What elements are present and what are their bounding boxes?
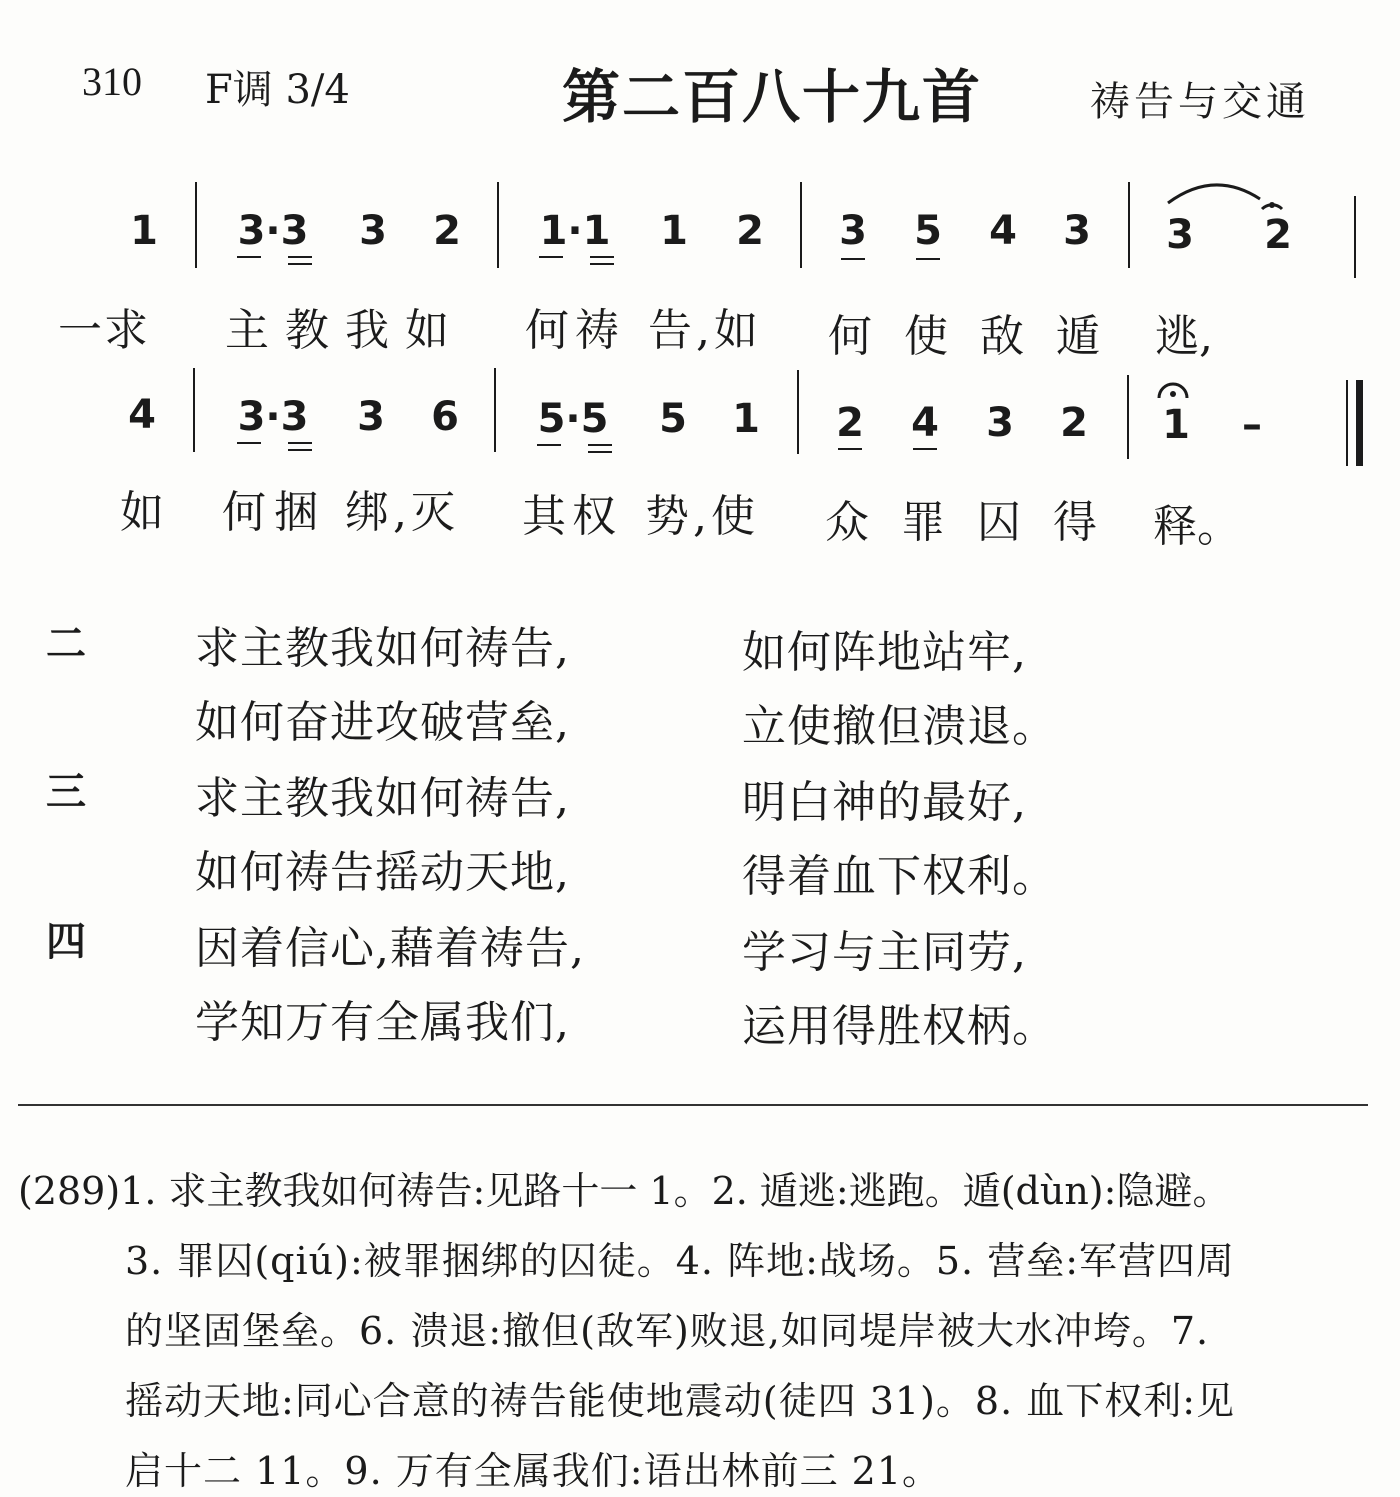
lyric: 逃, [1155,311,1213,362]
page-title: 第二百八十九首 [562,63,983,131]
note: 4 [128,392,156,438]
barline [494,368,496,452]
verse-line: 得着血下权利。 [742,851,1057,902]
barline [797,370,799,454]
footnote-line: (289)1. 求主教我如何祷告:见路十一 1。2. 遁逃:逃跑。遁(dùn):隐避。 [18,1169,1231,1213]
hymn-number: 310 [82,59,142,104]
note: 2 [433,208,461,254]
lyric: 何祷 [525,305,625,356]
verse-line: 学习与主同劳, [742,927,1027,978]
lyric: 释。 [1153,501,1241,552]
key-signature: F调 3/4 [205,67,350,113]
lyric: 如 [120,487,164,538]
verse-line: 求主教我如何祷告, [195,623,570,674]
category-label: 祷告与交通 [1090,79,1310,125]
note: 4 [911,400,939,446]
note: 3 [357,394,385,440]
footnote-line: 启十二 11。9. 万有全属我们:语出林前三 21。 [125,1449,942,1493]
barline [193,368,195,452]
verse-number: 二 [46,621,86,667]
note: 2 [736,208,764,254]
lyric: 绑,灭 [345,487,459,538]
verse-line: 如何祷告摇动天地, [195,847,570,898]
note: 3 [1166,212,1194,258]
lyric: 众罪囚得 [825,497,1129,548]
lyric: 一求 [58,305,150,356]
footnote-line: 3. 罪囚(qiú):被罪捆绑的囚徒。4. 阵地:战场。5. 营垒:军营四周 [125,1239,1236,1283]
verse-line: 如何阵地站牢, [742,627,1027,678]
note: 3 [839,208,867,254]
verse-number: 三 [46,769,86,815]
note: 3·3 [237,208,309,254]
lyric: 主教我如 [225,305,465,356]
note: 5·5 [537,396,609,442]
final-barline [1346,380,1348,466]
note: 3 [359,208,387,254]
note: 4 [989,208,1017,254]
note: 3 [1063,208,1091,254]
verse-line: 明白神的最好, [742,777,1027,828]
barline [1128,182,1130,268]
note: 5 [914,208,942,254]
note: 3·3 [237,394,309,440]
verse-line: 如何奋进攻破营垒, [195,697,570,748]
verse-line: 因着信心,藉着祷告, [195,923,585,974]
footnote-line: 摇动天地:同心合意的祷告能使地震动(徒四 31)。8. 血下权利:见 [125,1379,1236,1423]
note: – [1242,402,1262,448]
final-barline [1356,380,1363,466]
lyric: 何使敌遁 [828,311,1132,362]
verse-line: 求主教我如何祷告, [195,773,570,824]
lyric: 何捆 [222,487,326,538]
note: 6 [431,394,459,440]
footnote-line: 的坚固堡垒。6. 溃退:撤但(敌军)败退,如同堤岸被大水冲垮。7. [125,1309,1210,1353]
note: 2 [1264,212,1292,258]
lyric: 其权 [522,491,622,542]
lyric: 告,如 [648,305,762,356]
divider [18,1104,1368,1106]
note: 3 [986,400,1014,446]
note: 1 [130,208,158,254]
note: 1 [732,396,760,442]
note: 2 [1060,400,1088,446]
note: 5 [659,396,687,442]
note: 1 [1162,402,1190,448]
barline [497,182,499,268]
barline [195,182,197,268]
verse-line: 运用得胜权柄。 [742,1001,1057,1052]
slur-fermata-icon [1164,175,1284,215]
note: 1·1 [539,208,611,254]
verse-line: 立使撤但溃退。 [742,701,1057,752]
fermata-icon [1153,378,1193,402]
verse-line: 学知万有全属我们, [195,997,570,1048]
lyric: 势,使 [645,491,759,542]
note: 2 [836,400,864,446]
barline [800,182,802,268]
barline [1354,196,1356,278]
barline [1127,375,1129,459]
verse-number: 四 [46,919,86,965]
note: 1 [660,208,688,254]
